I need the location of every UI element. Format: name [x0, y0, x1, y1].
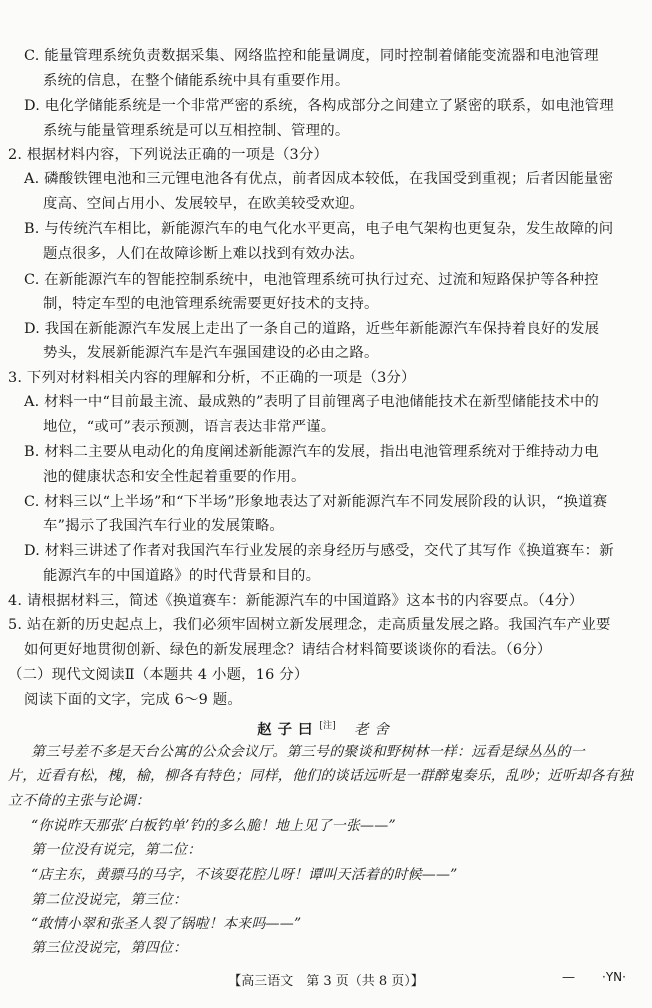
option-3c-line-2: 车”揭示了我国汽车行业的发展策略。 — [43, 518, 285, 534]
option-2b-line-2: 题点很多，人们在故障诊断上难以找到有效办法。 — [43, 246, 364, 262]
story-paragraph-2: “你说昨天那张‘白板钓单’钓的多么脆！地上见了一张——” — [31, 818, 396, 834]
section-instruction: 阅读下面的文字，完成 6～9 题。 — [24, 692, 242, 708]
option-2c-line-2: 制，特定车型的电池管理系统需要更好技术的支持。 — [43, 296, 379, 312]
option-2d-line-1: D. 我国在新能源汽车发展上走出了一条自己的道路，近些年新能源汽车保持着良好的发展 — [24, 321, 600, 337]
story-paragraph-1-line-1: 第三号差不多是天台公寓的公众会议厅。第三号的聚谈和野树林一样：远看是绿丛丛的一 — [31, 744, 585, 760]
story-title — [0, 714, 652, 742]
option-2b-line-1: B. 与传统汽车相比，新能源汽车的电气化水平更高，电子电气架构也更复杂，发生故障的问 — [24, 221, 614, 237]
question-5-stem-line-1: 5. 站在新的历史起点上，我们必须牢固树立新发展理念，走高质量发展之路。我国汽车产业要 — [8, 617, 611, 633]
option-3a-line-2: 地位，“或可”表示预测，语言表达非常严谨。 — [43, 419, 336, 435]
option-3b-line-2: 池的健康状态和安全性起着重要的作用。 — [43, 469, 306, 485]
story-paragraph-4: “店主东，黄骠马的马字，不该耍花腔儿呀！谭叫天活着的时候——” — [31, 867, 458, 883]
option-2a-line-2: 度高、空间占用小、发展较早，在欧美较受欢迎。 — [43, 196, 364, 212]
story-paragraph-3: 第一位没有说完，第二位： — [31, 842, 202, 858]
question-2-stem: 2. 根据材料内容，下列说法正确的一项是（3分） — [8, 147, 329, 163]
option-3c-line-1: C. 材料三以“上半场”和“下半场”形象地表达了对新能源汽车不同发展阶段的认识，“换道赛 — [24, 494, 608, 510]
page-footer — [0, 970, 652, 990]
footer-page-label: 【高三语文 第 3 页（共 8 页）】 — [228, 974, 424, 989]
story-paragraph-1-line-3: 立不倚的主张与论调： — [8, 793, 150, 809]
footer-code: ·YN· — [602, 970, 626, 984]
story-note-mark: [注] — [319, 721, 336, 731]
option-2a-line-1: A. 磷酸铁锂电池和三元锂电池各有优点，前者因成本较低，在我国受到重视；后者因能量密 — [24, 171, 614, 187]
option-1c-line-2: 系统的信息，在整个储能系统中具有重要作用。 — [43, 73, 350, 89]
story-paragraph-6: “敢情小翠和张圣人裂了锅啦！本来吗——” — [31, 916, 302, 932]
question-4-stem: 4. 请根据材料三，简述《换道赛车：新能源汽车的中国道路》这本书的内容要点。（4分） — [8, 593, 584, 609]
option-1d-line-2: 系统与能量管理系统是可以互相控制、管理的。 — [43, 123, 350, 139]
option-3b-line-1: B. 材料二主要从电动化的角度阐述新能源汽车的发展，指出电池管理系统对于维持动力电 — [24, 444, 599, 460]
section-heading: （二）现代文阅读Ⅱ（本题共 4 小题，16 分） — [8, 667, 309, 683]
option-3d-line-1: D. 材料三讲述了作者对我国汽车行业发展的亲身经历与感受，交代了其写作《换道赛车：新 — [24, 543, 614, 559]
option-2c-line-1: C. 在新能源汽车的智能控制系统中，电池管理系统可执行过充、过流和短路保护等各种控 — [24, 272, 599, 288]
story-paragraph-5: 第二位没说完，第三位： — [31, 892, 188, 908]
option-1c-line-1: C. 能量管理系统负责数据采集、网络监控和能量调度，同时控制着储能变流器和电池管理 — [24, 48, 599, 64]
story-author: 老舍 — [354, 721, 395, 738]
question-3-stem: 3. 下列对材料相关内容的理解和分析，不正确的一项是（3分） — [8, 370, 416, 386]
footer-dash: — — [562, 970, 575, 985]
option-1d-line-1: D. 电化学储能系统是一个非常严密的系统，各构成部分之间建立了紧密的联系，如电池管理 — [24, 98, 614, 114]
option-3d-line-2: 能源汽车的中国道路》的时代背景和目的。 — [43, 568, 321, 584]
option-2d-line-2: 势头，发展新能源汽车是汽车强国建设的必由之路。 — [43, 345, 379, 361]
story-paragraph-7: 第三位没说完，第四位： — [31, 940, 188, 956]
story-title-text: 赵子曰 — [257, 720, 319, 738]
story-paragraph-1-line-2: 片，近看有松，槐，榆，柳各有特色；同样，他们的谈话远听是一群醉鬼奏乐，乱吵；近听却各有独 — [8, 768, 633, 784]
option-3a-line-1: A. 材料一中“目前最主流、最成熟的”表明了目前锂离子电池储能技术在新型储能技术中的 — [24, 394, 600, 410]
question-5-stem-line-2: 如何更好地贯彻创新、绿色的新发展理念？请结合材料简要谈谈你的看法。（6分） — [24, 642, 552, 658]
